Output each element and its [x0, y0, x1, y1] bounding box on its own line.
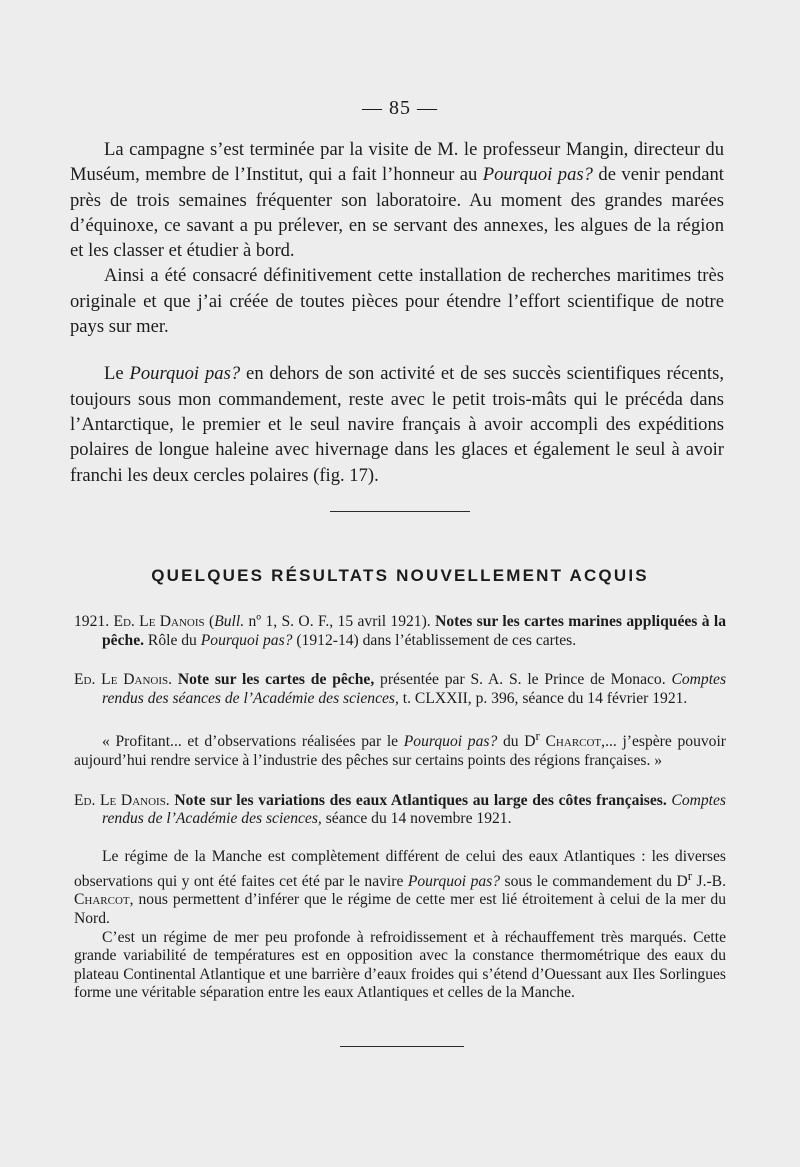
ref-journal: Comptes rendus de l’Académie des sciences, — [102, 791, 726, 828]
ref-author: Ed. Le Danois. — [74, 671, 173, 689]
section-heading: QUELQUES RÉSULTATS NOUVELLEMENT ACQUIS — [151, 566, 649, 585]
ship-name: Pourquoi pas? — [403, 733, 498, 751]
results-section — [74, 613, 726, 1003]
ref-title: Note sur les cartes de pêche, — [172, 671, 375, 689]
narrative-text — [70, 137, 724, 488]
person-name: Charcot, — [539, 733, 606, 751]
ref-journal: Comptes rendus des séances de l’Académie des sciences, — [102, 671, 727, 707]
ref-author: Ed. Le Danois — [113, 613, 205, 630]
paragraph-manche-regime — [74, 848, 726, 929]
ship-name: Pourquoi pas? — [407, 872, 501, 890]
text-run: Rôle du — [144, 631, 201, 649]
paragraph-ship-record — [70, 361, 724, 487]
superscript: r — [687, 867, 693, 883]
paragraph-installation: Ainsi a été consacré définitivement cette installation de recherches maritimes très originale et que j’ai créée de toutes pièces pour étendre l’effort scientifique de notre pays sur mer. — [70, 265, 724, 338]
text-run: présentée par S. A. S. le Prince de Monaco. — [374, 671, 672, 689]
ref-journal: Bull. — [214, 613, 245, 630]
ref-author: Ed. Le Danois. — [74, 791, 170, 809]
text-run: Le régime de la Manche est complètement différent de celui des eaux Atlantiques : les diverses observations qui y ont été faites cet été par le navire — [74, 847, 726, 890]
paragraph-shallow-sea: C’est un régime de mer peu profonde à refroidissement et à réchauffement très marqués. Cette grande variabilité de températures est en opposition avec la constance thermométrique des eaux du plateau Continental Atlantique et une barrière d’eaux froides qui s’étend d’Ouessant aux Iles Sorlingues forme une véritable séparation entre les eaux Atlantiques et celles de la Manche. — [74, 928, 726, 1002]
text-run: Le — [104, 363, 130, 385]
end-divider — [340, 1046, 464, 1047]
text-run: ... j’espère pouvoir aujourd’hui rendre service à l’industrie des pêches sur certains points des régions françaises. » — [74, 733, 726, 770]
text-run: J.-B. — [692, 872, 726, 890]
ref-title: Note sur les variations des eaux Atlantiques au large des côtes françaises. — [169, 791, 667, 809]
quotation — [74, 727, 726, 770]
reference-entry — [74, 792, 726, 829]
ship-name: Pourquoi pas? — [129, 363, 241, 385]
text-run: , nous permettent d’inférer que le régime de cette mer est lié étroitement à celui de la mer du Nord. — [74, 891, 726, 927]
text-run: séance du 14 novembre 1921. — [321, 810, 512, 828]
ref-title: Notes sur les cartes marines appliquées à la pêche. — [102, 613, 727, 649]
superscript: r — [535, 728, 540, 744]
ship-name: Pourquoi pas? — [482, 164, 593, 186]
text-run: nº 1, S. O. F., 15 avril 1921). — [244, 613, 436, 630]
text-run: t. CLXXII, p. 396, séance du 14 février 1921. — [398, 689, 688, 707]
paragraph-mangin-visit — [70, 137, 724, 263]
text-run: La campagne s’est terminée par la visite de M. le professeur Mangin, directeur du Muséum, membre de l’Institut, qui a fait l’honneur au — [70, 139, 724, 186]
text-run: (1912-14) dans l’établissement de ces cartes. — [292, 631, 577, 649]
text-run: de venir pendant près de trois semaines fréquenter son laboratoire. Au moment des grandes marées d’équinoxe, ce savant a pu prélever, en se servant des annexes, les algues de la région et les classer et étudier à bord. — [70, 164, 724, 262]
section-divider — [330, 511, 470, 512]
text-run: du D — [497, 733, 536, 751]
person-name: Charcot — [74, 891, 130, 909]
reference-entry — [74, 671, 726, 708]
text-run: sous le commandement du D — [500, 872, 688, 890]
reference-entry — [74, 613, 726, 650]
text-run: ( — [204, 613, 215, 630]
ref-year: 1921. — [74, 613, 114, 630]
text-run: en dehors de son activité et de ses succès scientifiques récents, toujours sous mon commandement, reste avec le petit trois-mâts qui le précéda dans l’Antarctique, le premier et le seul navire français à avoir accompli des expéditions polaires de longue haleine avec hivernage dans les glaces et également le seul à avoir franchi les deux cercles polaires (fig. 17). — [70, 363, 724, 486]
ship-name: Pourquoi pas? — [200, 631, 293, 649]
text-run: « Profitant... et d’observations réalisées par le — [102, 733, 404, 751]
page-number: — 85 — — [362, 97, 438, 119]
